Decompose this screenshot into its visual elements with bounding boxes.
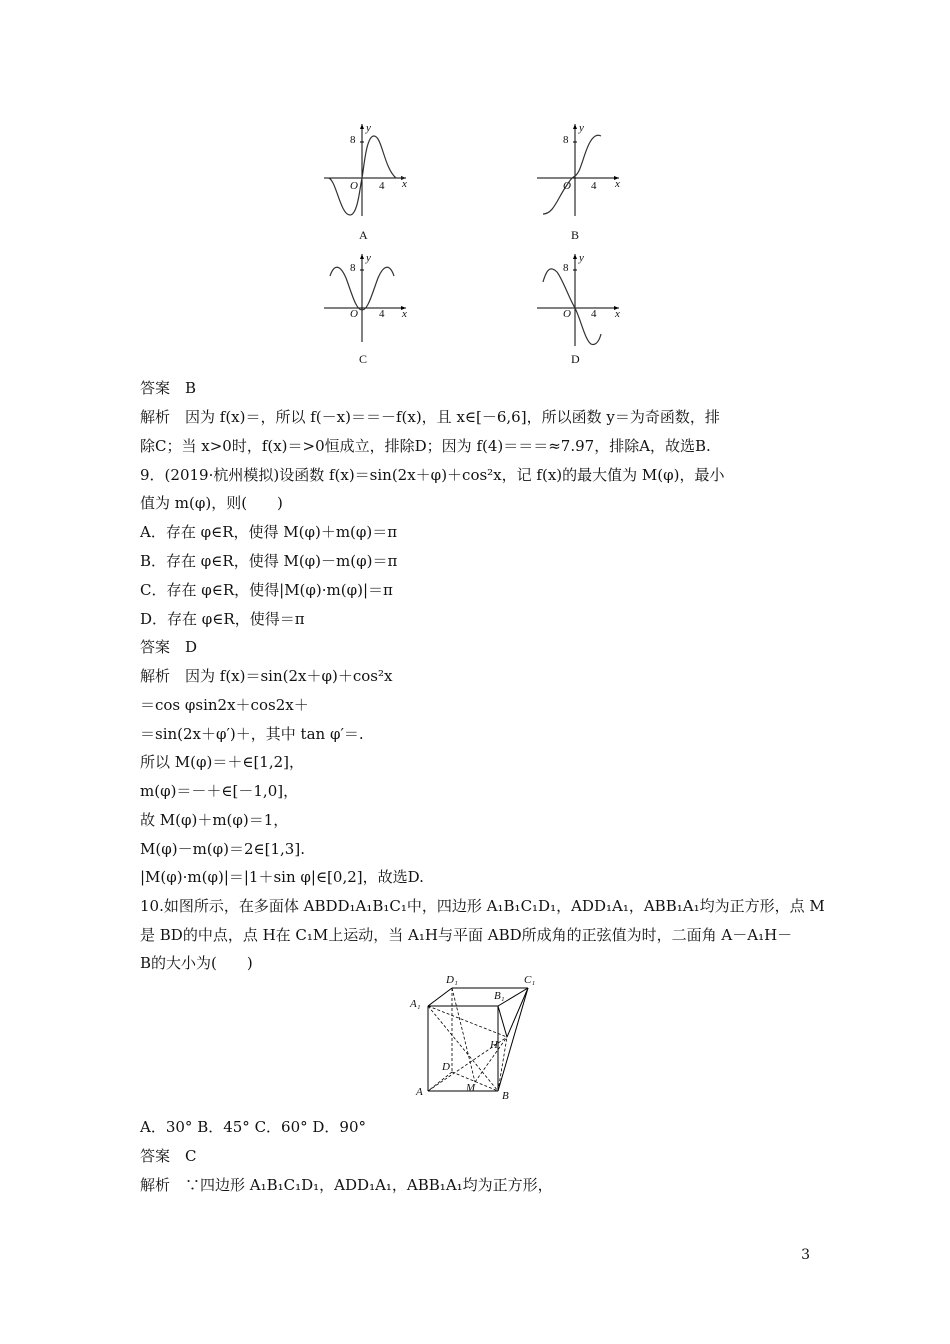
- analysis-9-line4: 所以 M(φ)＝＋∈[1,2]，: [140, 753, 304, 771]
- analysis-9-line8: |M(φ)·m(φ)|＝|1＋sin φ|∈[0,2]，故选D.: [140, 868, 424, 886]
- axis-x-label: x: [402, 178, 407, 190]
- tick-y-label: 8: [350, 134, 356, 146]
- question-10-line2: 是 BD的中点，点 H在 C₁M上运动，当 A₁H与平面 ABD所成角的正弦值为时，二面角 A－A₁H－: [140, 926, 793, 944]
- answer-8: 答案 B: [140, 379, 197, 397]
- vertex-b-label: B: [502, 1090, 509, 1102]
- analysis-9-line2: ＝cos φsin2x＋cos2x＋: [140, 696, 309, 714]
- analysis-9-line1: 解析 因为 f(x)＝sin(2x＋φ)＋cos²x: [140, 667, 393, 685]
- axis-x-label: x: [402, 308, 407, 320]
- options-10: A．30° B．45° C．60° D．90°: [140, 1118, 367, 1136]
- option-9d: D．存在 φ∈R，使得＝π: [140, 610, 305, 628]
- graph-d-svg: [533, 250, 623, 350]
- question-9-line2: 值为 m(φ)，则( ): [140, 494, 283, 512]
- tick-y-label: 8: [563, 262, 569, 274]
- option-9c: C．存在 φ∈R，使得|M(φ)·m(φ)|＝π: [140, 581, 393, 599]
- point-h-label: H: [490, 1039, 498, 1051]
- graph-b: [533, 120, 623, 242]
- origin-label: O: [563, 308, 571, 320]
- option-9b: B．存在 φ∈R，使得 M(φ)－m(φ)＝π: [140, 552, 398, 570]
- origin-label: O: [563, 180, 571, 192]
- tick-x-label: 4: [591, 180, 597, 192]
- tick-x-label: 4: [379, 308, 385, 320]
- point-m-label: M: [466, 1082, 476, 1094]
- axis-y-label: y: [366, 252, 371, 264]
- origin-label: O: [350, 308, 358, 320]
- graph-a: [320, 120, 410, 242]
- axis-y-label: y: [579, 252, 584, 264]
- axis-y-label: y: [579, 122, 584, 134]
- page-number: 3: [801, 1247, 810, 1263]
- option-9a: A．存在 φ∈R，使得 M(φ)＋m(φ)＝π: [140, 523, 398, 541]
- question-10-line1: 10.如图所示，在多面体 ABDD₁A₁B₁C₁中，四边形 A₁B₁C₁D₁，ADD₁A₁，ABB₁A₁均为正方形，点 M: [140, 897, 825, 915]
- analysis-9-line6: 故 M(φ)＋m(φ)＝1，: [140, 811, 289, 829]
- graph-a-svg: [320, 120, 410, 220]
- vertex-d-label: D: [442, 1061, 450, 1073]
- tick-x-label: 4: [379, 180, 385, 192]
- answer-9: 答案 D: [140, 638, 198, 656]
- graph-c: [320, 250, 410, 366]
- axis-y-label: y: [366, 122, 371, 134]
- question-9-line1: 9．(2019·杭州模拟)设函数 f(x)＝sin(2x＋φ)＋cos²x，记 f(x)的最大值为 M(φ)，最小: [140, 466, 725, 484]
- axis-x-label: x: [615, 178, 620, 190]
- graph-a-caption: A: [359, 228, 368, 242]
- analysis-10-line1: 解析 ∵四边形 A₁B₁C₁D₁，ADD₁A₁，ABB₁A₁均为正方形，: [140, 1176, 553, 1194]
- answer-10: 答案 C: [140, 1147, 197, 1165]
- analysis-8-line1: 解析 因为 f(x)＝，所以 f(－x)＝＝－f(x)，且 x∈[－6,6]，所以函数 y＝为奇函数，排: [140, 408, 720, 426]
- vertex-d1-label: D₁: [446, 974, 458, 986]
- analysis-9-line7: M(φ)－m(φ)＝2∈[1,3].: [140, 840, 305, 858]
- polyhedron-figure: [410, 974, 550, 1112]
- tick-x-label: 4: [591, 308, 597, 320]
- analysis-8-line2: 除C；当 x>0时，f(x)＝>0恒成立，排除D；因为 f(4)＝＝＝≈7.97，排除A，故选B.: [140, 437, 711, 455]
- graph-d-caption: D: [571, 352, 580, 366]
- polyhedron-svg: [410, 978, 550, 1108]
- tick-y-label: 8: [563, 134, 569, 146]
- analysis-9-line5: m(φ)＝－＋∈[－1,0]，: [140, 782, 299, 800]
- vertex-a1-label: A₁: [410, 998, 421, 1010]
- graph-d: [533, 250, 623, 366]
- graph-b-svg: [533, 120, 623, 220]
- graph-c-svg: [320, 250, 410, 350]
- tick-y-label: 8: [350, 262, 356, 274]
- origin-label: O: [350, 180, 358, 192]
- vertex-b1-label: B₁: [494, 990, 505, 1002]
- question-10-line3: B的大小为( ): [140, 954, 253, 972]
- axis-x-label: x: [615, 308, 620, 320]
- vertex-c1-label: C₁: [524, 974, 536, 986]
- graph-c-caption: C: [359, 352, 368, 366]
- vertex-a-label: A: [416, 1086, 423, 1098]
- graph-b-caption: B: [571, 228, 580, 242]
- analysis-9-line3: ＝sin(2x＋φ′)＋，其中 tan φ′＝.: [140, 725, 364, 743]
